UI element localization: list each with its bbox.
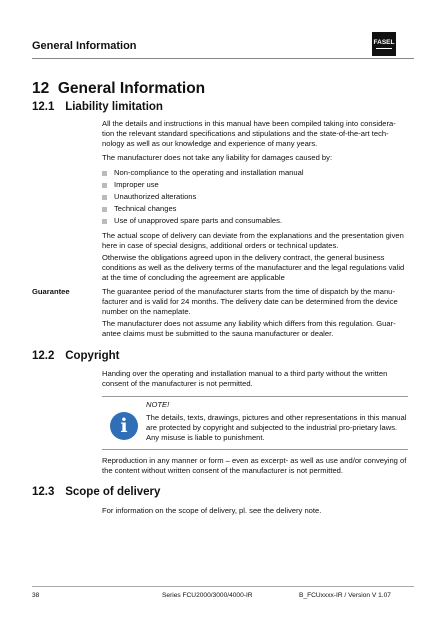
fasel-logo [372,32,396,56]
chapter-heading [32,80,205,98]
paragraph: For information on the scope of delivery, pl. see the delivery note. [102,506,322,515]
section-number: 12.2 [32,350,55,362]
logo-divider [376,48,392,49]
liability-caused-by [102,153,408,163]
list-item: Technical changes [102,203,408,215]
chapter-number: 12 [32,80,50,97]
paragraph: The actual scope of delivery can deviate from the explanations and the presentation given here in case of special designs, additional orders or technical updates. [102,231,404,250]
section-number: 12.1 [32,101,55,113]
note-top-rule [102,396,408,397]
paragraph: The guarantee period of the manufacturer starts from the time of dispatch by the manu-facturer and is valid for 24 months. The delivery date can be determined from the device number on the nameplate. [102,287,398,316]
note-title: NOTE! [146,400,170,409]
guarantee-period [102,287,408,317]
note-body [146,413,408,443]
liability-intro [102,119,408,149]
section-title: Scope of delivery [65,486,161,498]
liability-obligations [102,253,408,283]
section-title: Copyright [65,350,120,362]
list-item: Non-compliance to the operating and installation manual [102,167,408,179]
guarantee-liability [102,319,408,339]
list-item: Improper use [102,179,408,191]
info-icon: i [110,412,138,440]
paragraph: The manufacturer does not take any liability for damages caused by: [102,153,333,162]
paragraph: The manufacturer does not assume any liability which differs from this regulation. Guar-antee claims must be submitted to the sauna manufacturer or dealer. [102,319,396,338]
footer-divider [32,586,414,587]
paragraph: Otherwise the obligations agreed upon in the delivery contract, the general business conditions as well as the delivery terms of the manufacturer and the legal regulations valid at the time of concluding the agreement are applicable [102,253,405,282]
section-number: 12.3 [32,486,55,498]
paragraph: All the details and instructions in this manual have been compiled taking into considera-tion the relevant standard specifications and stipulations and the state-of-the-art tech-nology as well as our knowledge and experience of many years. [102,119,396,148]
list-item: Use of unapproved spare parts and consumables. [102,215,408,227]
logo-text: FASEL [373,38,395,46]
paragraph: The details, texts, drawings, pictures and other representations in this manual are protected by copyright and subjected to the industrial pro-prietary laws. Any misuse is liable to punishment. [146,413,407,442]
copyright-handover [102,369,408,389]
footer-doc-id: B_FCUxxxx-IR / Version V 1.07 [299,592,391,599]
paragraph: Reproduction in any manner or form – even as excerpt- as well as use and/or conveying of the content without written consent of the manufacturer is not permitted. [102,456,407,475]
list-item: Unauthorized alterations [102,191,408,203]
page-number: 38 [32,592,40,599]
liability-scope-deviation [102,231,408,251]
note-bottom-rule [102,449,408,450]
copyright-reproduction [102,456,408,476]
footer-series: Series FCU2000/3000/4000-IR [162,592,253,599]
scope-of-delivery-text [102,506,408,516]
section-heading-copyright [32,350,120,362]
header-divider [32,58,414,59]
liability-bullet-list [102,167,408,227]
section-title: Liability limitation [65,101,163,113]
section-heading-scope [32,486,160,498]
section-heading-liability [32,101,163,113]
guarantee-label: Guarantee [32,287,70,296]
chapter-title: General Information [57,80,206,97]
running-header-title: General Information [32,40,137,52]
paragraph: Handing over the operating and installation manual to a third party without the written consent of the manufacturer is not permitted. [102,369,388,388]
